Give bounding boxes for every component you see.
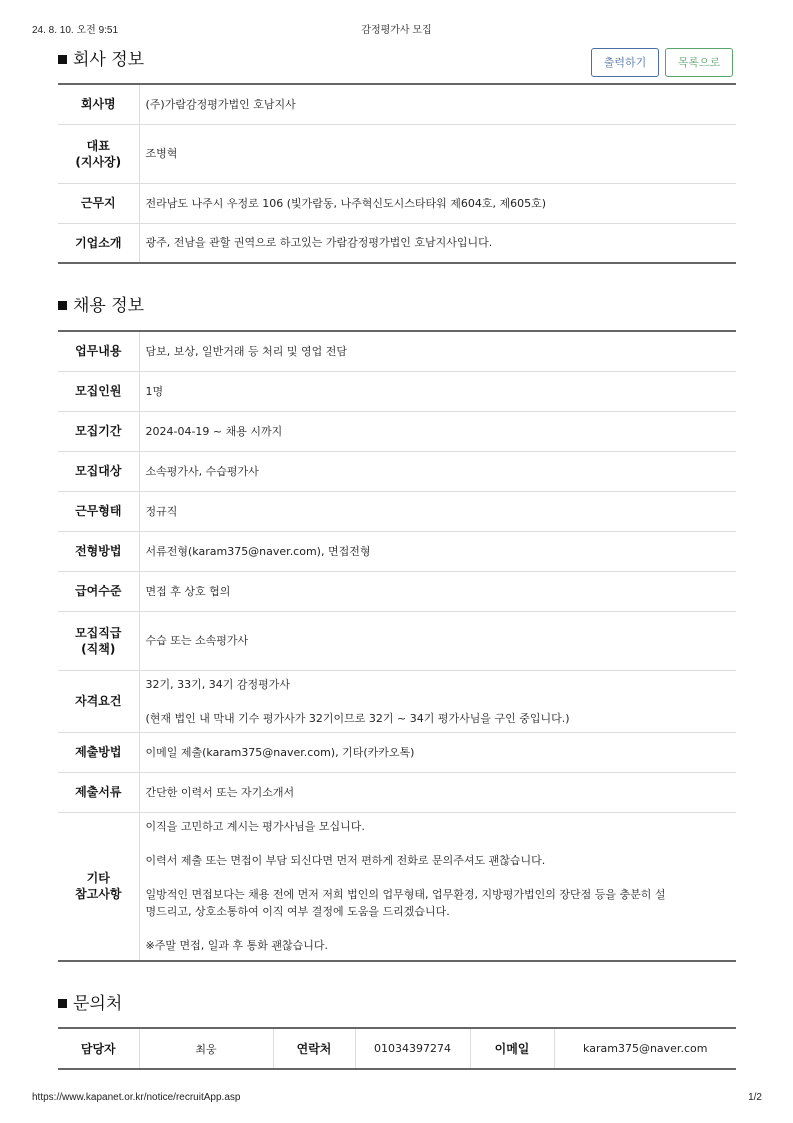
info-row <box>58 571 736 611</box>
row-label: 회사명 <box>58 84 139 124</box>
row-label: 대표 (지사장) <box>58 124 139 183</box>
row-value: 서류전형(karam375@naver.com), 면접전형 <box>139 531 736 571</box>
row-value: 이직을 고민하고 계시는 평가사님을 모십니다. 이력서 제출 또는 면접이 부담 되신다면 먼저 편하게 전화로 문의주셔도 괜찮습니다. 일방적인 면접보다는 채용 전에 먼저 저희 법인의 업무형태, 업무환경, 지방평가법인의 장단점 등을 충분히 설 명드리고, 상호소통하여 이직 여부 결정에 도움을 드리겠습니다. ※주말 면접, 일과 후 통화 괜찮습니다. <box>145 820 666 953</box>
info-row <box>58 411 736 451</box>
recruitment-info-table <box>58 330 736 962</box>
row-label: 모집인원 <box>58 371 139 411</box>
print-page-number: 1/2 <box>748 1092 762 1103</box>
company-info-table <box>58 83 736 264</box>
email-label: 이메일 <box>470 1028 554 1069</box>
row-label: 모집기간 <box>58 411 139 451</box>
row-value: 광주, 전남을 관할 권역으로 하고있는 가람감정평가법인 호남지사입니다. <box>145 236 493 250</box>
phone-value: 01034397274 <box>355 1028 470 1069</box>
print-footer <box>0 1092 793 1106</box>
print-header <box>0 21 793 35</box>
manager-value: 최웅 <box>139 1028 273 1069</box>
back-to-list-button[interactable]: 목록으로 <box>665 48 733 77</box>
info-row <box>58 371 736 411</box>
row-label: 근무형태 <box>58 491 139 531</box>
email-value: karam375@naver.com <box>583 1042 708 1055</box>
info-row <box>58 491 736 531</box>
row-value: 소속평가사, 수습평가사 <box>139 451 736 491</box>
info-row <box>58 124 736 183</box>
row-value: 1명 <box>139 371 736 411</box>
square-bullet-icon <box>58 55 67 64</box>
info-row <box>58 670 736 732</box>
row-value: 담보, 보상, 일반거래 등 처리 및 영업 전담 <box>139 331 736 371</box>
print-page-title: 감정평가사 모집 <box>361 25 432 36</box>
row-label: 자격요건 <box>58 670 139 732</box>
info-row <box>58 84 736 124</box>
info-row <box>58 531 736 571</box>
row-label: 전형방법 <box>58 531 139 571</box>
row-value: 정규직 <box>139 491 736 531</box>
print-url: https://www.kapanet.or.kr/notice/recruitApp.asp <box>32 1092 241 1103</box>
row-value: (주)가람감정평가법인 호남지사 <box>139 84 736 124</box>
row-value: 전라남도 나주시 우정로 106 (빛가람동, 나주혁신도시스타타워 제604호, 제605호) <box>139 183 736 223</box>
row-value: 이메일 제출(karam375@naver.com), 기타(카카오톡) <box>139 732 736 772</box>
info-row <box>58 451 736 491</box>
info-row <box>58 223 736 263</box>
info-row <box>58 611 736 670</box>
row-label: 근무지 <box>58 183 139 223</box>
contact-table <box>58 1027 736 1070</box>
info-row <box>58 812 736 961</box>
info-row <box>58 772 736 812</box>
phone-label: 연락처 <box>273 1028 355 1069</box>
row-value: 조병혁 <box>139 124 736 183</box>
print-datetime: 24. 8. 10. 오전 9:51 <box>32 25 119 36</box>
row-label: 기타 참고사항 <box>58 812 139 961</box>
square-bullet-icon <box>58 999 67 1008</box>
row-label: 모집직급 (직책) <box>58 611 139 670</box>
row-label: 기업소개 <box>58 223 139 263</box>
row-label: 급여수준 <box>58 571 139 611</box>
row-label: 제출서류 <box>58 772 139 812</box>
info-row <box>58 183 736 223</box>
row-label: 모집대상 <box>58 451 139 491</box>
company-section-title: 회사 정보 <box>58 48 144 72</box>
row-value: 32기, 33기, 34기 감정평가사 (현재 법인 내 막내 기수 평가사가 32기이므로 32기 ~ 34기 평가사님을 구인 중입니다.) <box>139 670 736 732</box>
print-button[interactable]: 출력하기 <box>591 48 659 77</box>
manager-label: 담당자 <box>58 1028 139 1069</box>
square-bullet-icon <box>58 301 67 310</box>
row-value: 2024-04-19 ~ 채용 시까지 <box>139 411 736 451</box>
contact-section-title: 문의처 <box>58 992 122 1016</box>
row-value: 수습 또는 소속평가사 <box>139 611 736 670</box>
row-value: 면접 후 상호 협의 <box>139 571 736 611</box>
row-label: 제출방법 <box>58 732 139 772</box>
row-value: 간단한 이력서 또는 자기소개서 <box>139 772 736 812</box>
row-label: 업무내용 <box>58 331 139 371</box>
info-row <box>58 732 736 772</box>
info-row <box>58 331 736 371</box>
recruitment-section-title: 채용 정보 <box>58 294 144 318</box>
